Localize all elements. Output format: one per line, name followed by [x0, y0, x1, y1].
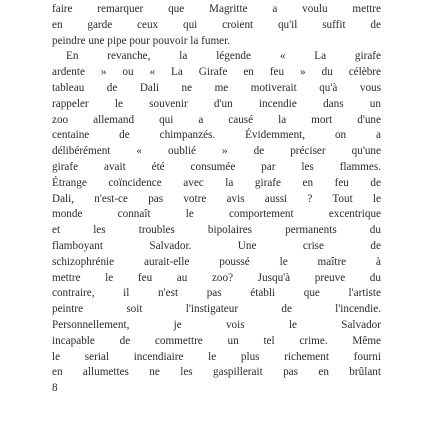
text-line: en allumettes ne les gaspillerait pas en brûlant	[52, 366, 381, 379]
text-line: le serial incendiaire le plus richement fourni	[52, 350, 381, 363]
text-line: Personnellement, je vois le Salvador	[52, 318, 381, 331]
paragraph	[52, 49, 381, 381]
text-line: et les troubles bipolaires permanents du	[52, 224, 381, 237]
text-line: Étrange coïncidence avec la girafe en feu de	[52, 176, 381, 189]
text-line: schizophrénie aurait-elle poussé le maître à	[52, 255, 381, 268]
text-line: mettre le feu au zoo? Jusqu'à preuve du	[52, 271, 381, 284]
text-line: centaine de chimpanzés. Évidemment, on a	[52, 129, 381, 142]
text-line: Dali, n'est-ce pas votre avis aussi ? Tout le	[52, 192, 381, 205]
text-line: contraire, il n'est pas établi que l'artiste	[52, 287, 381, 300]
text-line: faire remarquer que Magritte a voulu mettre	[52, 3, 381, 15]
text-line: monde connaît le comportement excentrique	[52, 208, 381, 221]
document-page	[52, 2, 381, 397]
paragraph	[52, 2, 381, 49]
text-line: peindre une pipe pour pouvoir la fumer.	[52, 34, 231, 47]
page-number: 8	[52, 382, 58, 395]
text-line: zoo allemand qui a causé la mort d'une	[52, 113, 381, 126]
text-line: flamboyant Salvador. Une crise de	[52, 239, 381, 252]
text-line: peintre soit l'instigateur de l'incendie.	[52, 303, 381, 316]
document-body	[52, 2, 381, 381]
text-line: délibérément « oublié » de préciser qu'une	[52, 145, 381, 158]
text-line: En revanche, la légende « La girafe	[66, 50, 381, 63]
text-line: ardente » ou « La Girafe en feu » du célèbre	[52, 66, 381, 79]
text-line: girafe avait été consumée par les flammes.	[52, 160, 381, 173]
text-line: en garde ceux qui croient qu'il suffit de	[52, 18, 381, 31]
text-line: rappeler le souvenir d'un incendie dans un	[52, 97, 381, 110]
text-line: tableau de Dali ne me motiverait qu'à vous	[52, 81, 381, 94]
text-line: incapable de commettre un tel crime. Même	[52, 334, 381, 347]
